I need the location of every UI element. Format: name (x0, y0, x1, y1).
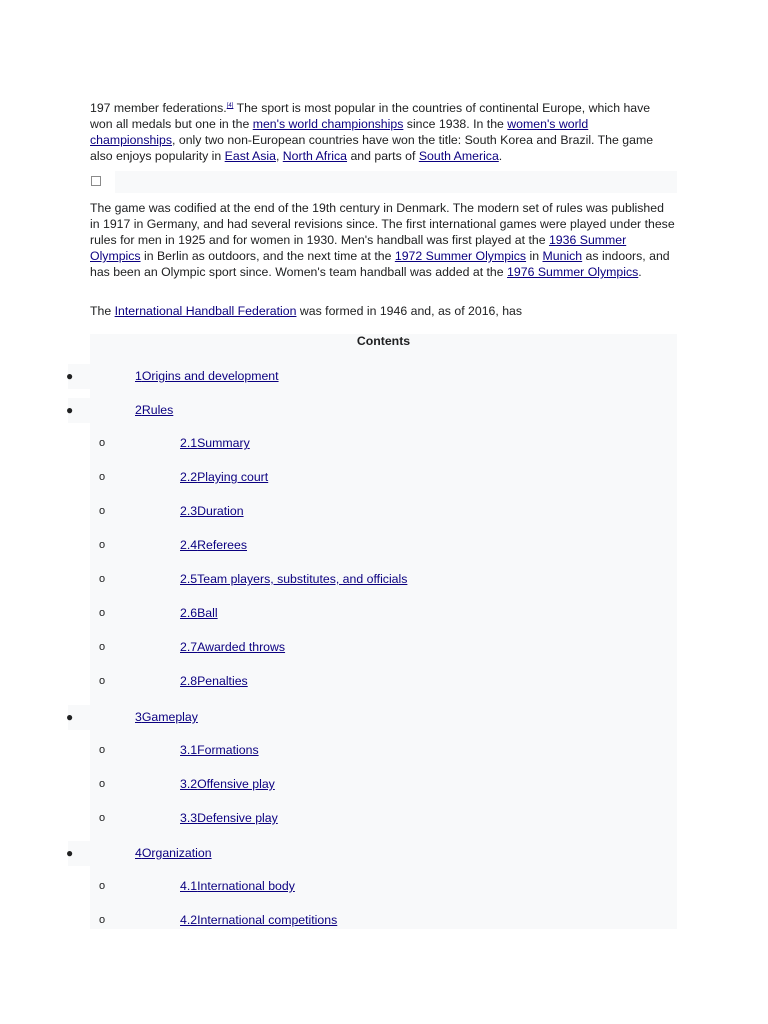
toc-item (0, 776, 768, 792)
circle-bullet-icon: o (99, 539, 106, 551)
image-placeholder-icon[interactable] (91, 176, 101, 186)
toc-link-gameplay[interactable]: 3Gameplay (135, 710, 198, 724)
toc-link-summary[interactable]: 2.1Summary (180, 436, 250, 450)
ihf-text: was formed in 1946 and, as of 2016, has (296, 304, 523, 318)
circle-bullet-icon: o (99, 573, 106, 585)
circle-bullet-icon: o (99, 471, 106, 483)
reference-link[interactable]: [4] (226, 102, 234, 109)
toc-link-organization[interactable]: 4Organization (135, 846, 212, 860)
ihf-link[interactable]: International Handball Federation (114, 304, 297, 318)
toc-item (0, 673, 768, 689)
toc-item (0, 503, 768, 519)
toc-item (0, 402, 768, 418)
circle-bullet-icon: o (99, 641, 106, 653)
toc-link-formations[interactable]: 3.1Formations (180, 743, 259, 757)
north-africa-link[interactable]: North Africa (282, 149, 348, 163)
toc-link-playing-court[interactable]: 2.2Playing court (180, 470, 269, 484)
bullet-icon: ● (66, 403, 74, 417)
1976-summer-olympics-link[interactable]: 1976 Summer Olympics (507, 265, 639, 279)
history-text: as indoors, and has been an Olympic sport since. Women's team handball was added at the (90, 249, 670, 279)
intro-paragraph (90, 100, 676, 164)
intro-text: , (275, 149, 283, 163)
ihf-text: The (90, 304, 115, 318)
womens-world-championships-link[interactable]: women's world championships (90, 117, 589, 147)
toc-item (0, 605, 768, 621)
toc-link-international-competitions[interactable]: 4.2International competitions (180, 913, 338, 927)
mens-world-championships-link[interactable]: men's world championships (252, 117, 404, 131)
circle-bullet-icon: o (99, 914, 106, 926)
intro-text: and parts of (347, 149, 419, 163)
circle-bullet-icon: o (99, 880, 106, 892)
toc-link-team-players[interactable]: 2.5Team players, substitutes, and officials (180, 572, 408, 586)
toc-item (0, 709, 768, 725)
history-text: . (638, 265, 642, 279)
toc-link-rules[interactable]: 2Rules (135, 403, 174, 417)
history-text: The game was codified at the end of the 19th century in Denmark. The modern set of rules was published in 1917 in Germany, and had several revisions since. The first international games were played under these rules for men in 1925 and for women in 1930. Men's handball was first played at the (90, 201, 675, 247)
toc-item (0, 639, 768, 655)
toc-item (0, 368, 768, 384)
toc-link-referees[interactable]: 2.4Referees (180, 538, 248, 552)
circle-bullet-icon: o (99, 812, 106, 824)
intro-text: since 1938. In the (403, 117, 508, 131)
1972-summer-olympics-link[interactable]: 1972 Summer Olympics (394, 249, 527, 263)
circle-bullet-icon: o (99, 744, 106, 756)
table-of-contents (90, 334, 677, 929)
toc-link-international-body[interactable]: 4.1International body (180, 879, 295, 893)
circle-bullet-icon: o (99, 607, 106, 619)
toc-item (0, 810, 768, 826)
bullet-icon: ● (66, 846, 74, 860)
munich-link[interactable]: Munich (542, 249, 583, 263)
toc-item (0, 742, 768, 758)
toc-item (0, 537, 768, 553)
toc-link-origins[interactable]: 1Origins and development (135, 369, 279, 383)
ihf-paragraph (90, 303, 676, 319)
bullet-icon: ● (66, 710, 74, 724)
toc-item (0, 845, 768, 861)
circle-bullet-icon: o (99, 505, 106, 517)
toc-link-awarded-throws[interactable]: 2.7Awarded throws (180, 640, 286, 654)
circle-bullet-icon: o (99, 437, 106, 449)
toc-link-defensive-play[interactable]: 3.3Defensive play (180, 811, 278, 825)
history-text: in (526, 249, 543, 263)
east-asia-link[interactable]: East Asia (224, 149, 276, 163)
toc-link-offensive-play[interactable]: 3.2Offensive play (180, 777, 275, 791)
south-america-link[interactable]: South America (418, 149, 499, 163)
toc-link-duration[interactable]: 2.3Duration (180, 504, 244, 518)
toc-item (0, 435, 768, 451)
figure-placeholder-bar (115, 171, 677, 193)
intro-text: The sport is most popular in the countries of continental Europe, which have won all medals but one in the (90, 101, 651, 131)
history-paragraph (90, 200, 676, 280)
toc-link-ball[interactable]: 2.6Ball (180, 606, 218, 620)
toc-title: Contents (356, 334, 411, 348)
toc-item (0, 469, 768, 485)
bullet-icon: ● (66, 369, 74, 383)
intro-text: , only two non-European countries have won the title: South Korea and Brazil. The game also enjoys popularity in (90, 133, 654, 163)
history-text: in Berlin as outdoors, and the next time at the (140, 249, 395, 263)
toc-item (0, 912, 768, 928)
toc-link-penalties[interactable]: 2.8Penalties (180, 674, 248, 688)
toc-item (0, 878, 768, 894)
intro-text: . (498, 149, 503, 163)
circle-bullet-icon: o (99, 675, 106, 687)
toc-item (0, 571, 768, 587)
1936-summer-olympics-link[interactable]: 1936 Summer Olympics (90, 233, 627, 263)
intro-text: 197 member federations. (90, 101, 227, 115)
circle-bullet-icon: o (99, 778, 106, 790)
